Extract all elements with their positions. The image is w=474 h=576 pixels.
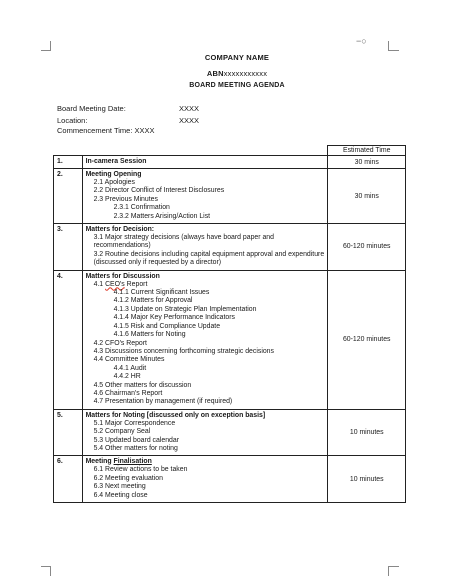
- title-underlined-word: Finalisation: [113, 458, 152, 466]
- item-prefix: 4.1: [93, 280, 106, 288]
- list-subitem: 4.1.5 Risk and Compliance Update: [113, 322, 221, 330]
- location-value: XXXX: [179, 116, 200, 125]
- table-row: [54, 224, 406, 271]
- section-time: 10 minutes: [328, 456, 406, 503]
- section-title: In-camera Session: [85, 158, 147, 165]
- abn-value: xxxxxxxxxxx: [223, 69, 268, 78]
- title-prefix: Meeting: [85, 458, 114, 466]
- list-item: 6.1 Review actions to be taken: [93, 466, 188, 474]
- list-subitem: 4.1.3 Update on Strategic Plan Implementation: [113, 305, 257, 313]
- table-row: [54, 270, 406, 409]
- ceo-word: CEO's: [105, 280, 125, 288]
- section-time: 60-120 minutes: [328, 224, 406, 271]
- section-number: 1.: [54, 156, 83, 169]
- section-number: 5.: [54, 409, 83, 456]
- section-title: Matters for Noting [discussed only on exception basis]: [85, 411, 266, 419]
- list-item: 4.5 Other matters for discussion: [93, 381, 192, 389]
- section-title: Matters for Discussion: [85, 272, 160, 280]
- list-item: [86, 281, 325, 289]
- list-item: 5.2 Company Seal: [93, 428, 151, 436]
- list-item: 4.2 CFO's Report: [93, 339, 147, 347]
- list-item: 3.1 Major strategy decisions (always have board paper and recommendations): [93, 234, 274, 250]
- list-item: 4.7 Presentation by management (if required): [93, 398, 233, 406]
- list-item: 5.1 Major Correspondence: [93, 419, 176, 427]
- company-name: COMPANY NAME: [204, 53, 270, 62]
- table-row: [54, 156, 406, 169]
- list-subitem: 4.1.1 Current Significant Issues: [113, 289, 210, 297]
- list-item: 2.2 Director Conflict of Interest Disclosures: [93, 187, 225, 195]
- list-item: 6.2 Meeting evaluation: [93, 474, 163, 482]
- section-time: 30 mins: [328, 169, 406, 224]
- estimated-time-header: Estimated Time: [328, 146, 406, 156]
- list-item: 3.2 Routine decisions including capital equipment approval and expenditure (discussed only if requested by a director): [93, 250, 325, 267]
- list-item: 6.3 Next meeting: [93, 483, 146, 491]
- section-title: Matters for Decision:: [85, 226, 155, 234]
- section-time: 10 minutes: [328, 409, 406, 456]
- meeting-date-row: [57, 104, 200, 113]
- list-item: 4.3 Discussions concerning forthcoming strategic decisions: [93, 347, 274, 355]
- table-row: [54, 456, 406, 503]
- list-item: 6.4 Meeting close: [93, 491, 148, 499]
- header-blank-body: [82, 146, 328, 156]
- item-suffix: Report: [124, 280, 148, 288]
- list-item: 5.3 Updated board calendar: [93, 436, 179, 444]
- document-title: BOARD MEETING AGENDA: [189, 82, 285, 89]
- cursor-mark-icon: −○: [356, 36, 367, 46]
- location-row: [57, 116, 200, 125]
- list-item: 2.3 Previous Minutes: [93, 195, 158, 203]
- section-cell: [82, 224, 328, 271]
- table-header-row: [54, 146, 406, 156]
- list-subitem: 4.1.2 Matters for Approval: [113, 297, 193, 305]
- section-number: 6.: [54, 456, 83, 503]
- list-item: 4.4 Committee Minutes: [93, 356, 165, 364]
- list-item: 2.1 Apologies: [93, 179, 135, 186]
- abn-line: [0, 69, 474, 78]
- list-item: 4.6 Chairman's Report: [93, 389, 163, 397]
- location-label: Location:: [57, 116, 88, 125]
- section-cell: [82, 456, 328, 503]
- list-item: 5.4 Other matters for noting: [93, 444, 178, 452]
- list-subitem: 4.1.4 Major Key Performance Indicators: [113, 314, 235, 322]
- abn-label: ABN: [206, 69, 224, 78]
- section-number: 3.: [54, 224, 83, 271]
- crop-mark-top-left: [41, 41, 51, 51]
- commencement-time-label: Commencement Time:: [57, 126, 133, 135]
- header-blank-num: [54, 146, 83, 156]
- list-subitem: 4.4.2 HR: [113, 373, 141, 381]
- crop-mark-top-right: [388, 41, 399, 51]
- section-cell: [82, 270, 328, 409]
- meeting-date-value: XXXX: [179, 104, 200, 113]
- section-number: 4.: [54, 270, 83, 409]
- crop-mark-bottom-right: [388, 566, 399, 576]
- table-row: [54, 169, 406, 224]
- section-title: Meeting Opening: [85, 171, 142, 178]
- section-cell: [82, 156, 328, 169]
- list-subitem: 4.4.1 Audit: [113, 364, 147, 372]
- list-subitem: 4.1.6 Matters for Noting: [113, 331, 186, 339]
- list-subitem: 2.3.1 Confirmation: [113, 204, 170, 212]
- section-title: [86, 457, 325, 466]
- section-cell: [82, 409, 328, 456]
- section-number: 2.: [54, 169, 83, 224]
- section-time: 30 mins: [328, 156, 406, 169]
- table-row: [54, 409, 406, 456]
- meeting-date-label: Board Meeting Date:: [57, 104, 126, 113]
- commencement-time-value: XXXX: [134, 126, 155, 135]
- agenda-table: [53, 145, 406, 503]
- commencement-time-row: [57, 126, 155, 135]
- list-subitem: 2.3.2 Matters Arising/Action List: [113, 212, 211, 220]
- section-time: 60-120 minutes: [328, 270, 406, 409]
- crop-mark-bottom-left: [41, 566, 51, 576]
- section-cell: [82, 169, 328, 224]
